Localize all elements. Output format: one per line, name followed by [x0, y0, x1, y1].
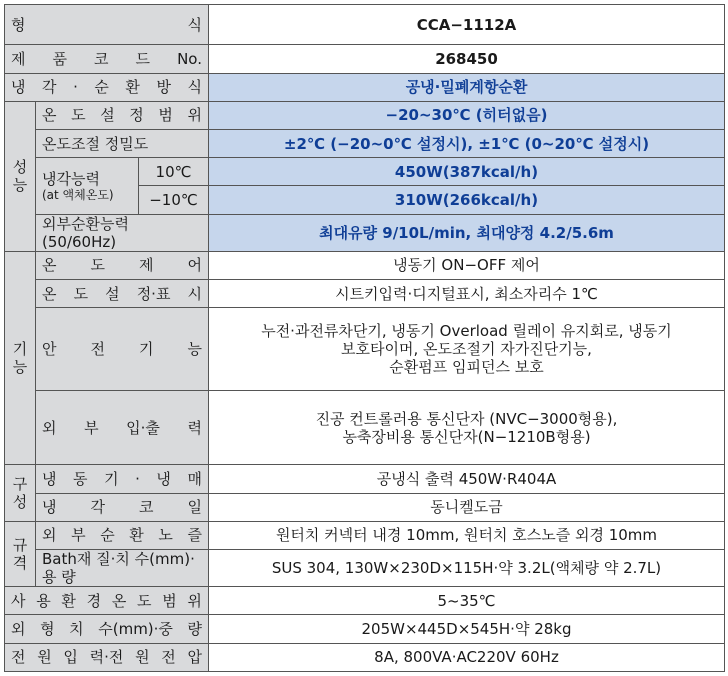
- safety-label: 안 전 기 능: [36, 308, 209, 391]
- power-label: 전 원 입 력·전 원 전 압: [5, 643, 209, 671]
- coil-value: 동니켈도금: [209, 493, 725, 521]
- bath-label: Bath재 질·치 수(mm)·용 량: [36, 549, 209, 586]
- capacity-temp-10: 10℃: [139, 158, 209, 186]
- capacity-temp-minus10: −10℃: [139, 186, 209, 214]
- capacity-value-minus10: 310W(266kcal/h): [209, 186, 725, 214]
- safety-line-2: 보호타이머, 온도조절기 자가진단기능,: [341, 339, 592, 358]
- temp-display-label: 온 도 설 정·표 시: [36, 279, 209, 307]
- precision-value: ±2℃ (−20~0℃ 설정시), ±1℃ (0~20℃ 설정시): [209, 129, 725, 157]
- refrigerator-label: 냉 동 기 · 냉 매: [36, 465, 209, 493]
- category-performance: 성 능: [5, 101, 36, 251]
- row-power: [5, 643, 725, 671]
- nozzle-value: 원터치 커넥터 내경 10mm, 원터치 호스노즐 외경 10mm: [209, 521, 725, 549]
- io-line-1: 진공 컨트롤러용 통신단자 (NVC−3000형용),: [315, 409, 618, 428]
- precision-label: 온도조절 정밀도: [36, 129, 209, 157]
- category-function: 기 능: [5, 251, 36, 465]
- row-safety: [5, 308, 725, 391]
- row-product-code: [5, 45, 725, 73]
- model-label: 형 식: [5, 5, 209, 45]
- row-temp-range: [5, 101, 725, 129]
- cooling-label: 냉 각 · 순 환 방 식: [5, 73, 209, 101]
- row-temp-control: [5, 251, 725, 279]
- temp-control-label: 온 도 제 어: [36, 251, 209, 279]
- model-value: CCA−1112A: [209, 5, 725, 45]
- temp-control-value: 냉동기 ON−OFF 제어: [209, 251, 725, 279]
- capacity-value-10: 450W(387kcal/h): [209, 158, 725, 186]
- temp-range-value: −20~30℃ (히터없음): [209, 101, 725, 129]
- spec-table: [4, 4, 725, 672]
- row-dimensions: [5, 615, 725, 643]
- capacity-label: [36, 158, 139, 214]
- row-capacity-10: [5, 158, 725, 186]
- cooling-value: 공냉·밀폐계항순환: [209, 73, 725, 101]
- io-value: [209, 390, 725, 465]
- capacity-label-sub: (at 액체온도): [42, 187, 114, 202]
- ambient-value: 5~35℃: [209, 587, 725, 615]
- circulation-value: 최대유량 9/10L/min, 최대양정 4.2/5.6m: [209, 214, 725, 251]
- row-ambient: [5, 587, 725, 615]
- temp-display-value: 시트키입력·디지털표시, 최소자리수 1℃: [209, 279, 725, 307]
- coil-label: 냉 각 코 일: [36, 493, 209, 521]
- ambient-label: 사 용 환 경 온 도 범 위: [5, 587, 209, 615]
- capacity-label-main: 냉각능력: [42, 169, 100, 188]
- power-value: 8A, 800VA·AC220V 60Hz: [209, 643, 725, 671]
- row-refrigerator: [5, 465, 725, 493]
- row-io: [5, 390, 725, 465]
- io-line-2: 농축장비용 통신단자(N−1210B형용): [342, 427, 591, 446]
- category-spec: 규 격: [5, 521, 36, 586]
- row-temp-display: [5, 279, 725, 307]
- row-coil: [5, 493, 725, 521]
- product-code-value: 268450: [209, 45, 725, 73]
- row-bath: [5, 549, 725, 586]
- io-label: 외 부 입·출 력: [36, 390, 209, 465]
- safety-value: [209, 308, 725, 391]
- row-circulation: [5, 214, 725, 251]
- dimensions-label: 외 형 치 수(mm)·중 량: [5, 615, 209, 643]
- nozzle-label: 외 부 순 환 노 즐: [36, 521, 209, 549]
- row-nozzle: [5, 521, 725, 549]
- circulation-label: 외부순환능력(50/60Hz): [36, 214, 209, 251]
- row-precision: [5, 129, 725, 157]
- product-code-label: 제 품 코 드 No.: [5, 45, 209, 73]
- dimensions-value: 205W×445D×545H·약 28kg: [209, 615, 725, 643]
- safety-line-1: 누전·과전류차단기, 냉동기 Overload 릴레이 유지회로, 냉동기: [261, 321, 672, 340]
- refrigerator-value: 공냉식 출력 450W·R404A: [209, 465, 725, 493]
- bath-value: SUS 304, 130W×230D×115H·약 3.2L(액체량 약 2.7L): [209, 549, 725, 586]
- temp-range-label: 온 도 설 정 범 위: [36, 101, 209, 129]
- category-composition: 구 성: [5, 465, 36, 521]
- row-cooling: [5, 73, 725, 101]
- row-model: [5, 5, 725, 45]
- safety-line-3: 순환펌프 임피던스 보호: [389, 357, 544, 376]
